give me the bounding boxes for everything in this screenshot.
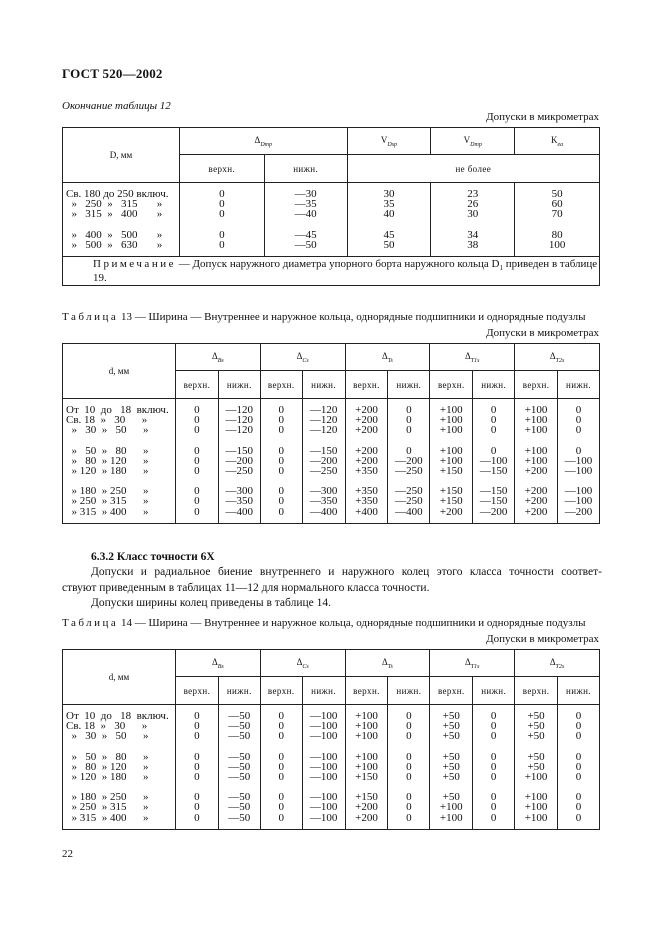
col-values [345,399,388,524]
table-cell: 0 [194,465,200,478]
table-cell: +150 [439,495,463,508]
table-cell: » 315 » 400 » [66,505,149,518]
table-cell: 0 [575,404,582,416]
table-cell: +100 [439,811,463,824]
table-cell: +350 [355,485,378,498]
section-heading: 6.3.2 Класс точности 6X [91,551,215,563]
header-upper: верхн. [260,371,302,399]
table-cell: +100 [439,444,463,457]
header-lower: нижн. [473,371,515,399]
table-cell: —100 [309,771,338,784]
table-cell: 0 [194,505,200,518]
header-delta-ts: $\Delta_{Ts}$ [345,650,430,677]
table-cell: —250 [395,495,423,508]
table-cell: 0 [278,811,284,824]
table-cell: 0 [575,760,582,773]
table-cell: —350 [309,495,338,508]
header-upper: верхн. [179,155,264,183]
table-cell: —120 [309,414,338,427]
table-cell: +100 [355,730,378,743]
col-values [473,705,515,830]
table-cell: 0 [194,414,200,427]
header-delta-cs: $\Delta_{Cs}$ [260,344,345,371]
table-cell: 0 [406,801,412,814]
table-cell: 0 [575,720,582,733]
table-cell: +150 [439,465,463,478]
col-values [388,399,430,524]
table-cell: —100 [564,485,593,498]
table-cell: +100 [524,444,548,457]
table-cell: » 50 » 80 » [66,444,149,457]
table-cell: 0 [194,771,200,784]
table-cell: —120 [225,404,254,416]
col-values [473,399,515,524]
table-cell: +100 [439,414,463,427]
table-cell: +200 [524,485,548,498]
page-number: 22 [62,848,73,860]
col-values [515,705,558,830]
table-cell: » 30 » 50 » [66,730,149,743]
col-values [430,399,473,524]
table-cell: 0 [194,710,200,722]
table-cell: 0 [194,750,200,763]
table-cell: » 315 » 400 » [66,811,149,824]
table-cell: —250 [395,465,423,478]
table-cell: +50 [527,730,545,743]
table-14 [62,649,600,830]
table-cell: От 10 до 18 включ. [66,710,169,722]
table-cell: —400 [225,505,254,518]
header-delta-bs: $\Delta_{Bs}$ [175,344,260,371]
header-lower: нижн. [558,371,600,399]
table-cell: 0 [490,720,497,733]
table-cell: +100 [524,811,548,824]
table-cell: 0 [406,791,412,804]
table-cell: » 250 » 315 » [66,801,149,814]
col-vdmp: 23 26 30 34 38 [431,183,515,257]
table-cell: +200 [355,454,378,467]
col-vdsp: 30 35 40 45 50 [347,183,431,257]
table-cell: +100 [524,801,548,814]
table-cell: 0 [490,444,497,457]
table-cell: —100 [309,720,338,733]
table-cell: +50 [527,760,545,773]
header-k-ea: $K_{ea}$ [515,128,600,155]
table-cell: 0 [490,801,497,814]
table-cell: +200 [355,424,378,437]
table-cell: +100 [439,801,463,814]
table-cell: 0 [575,730,582,743]
table-cell: +50 [442,720,460,733]
table-cell: —150 [225,444,254,457]
table-cell: 0 [194,720,200,733]
table-cell: —150 [479,495,508,508]
table-cell: 0 [278,760,284,773]
table-cell: —120 [309,404,338,416]
table-cell: 0 [406,444,412,457]
table-cell: » 180 » 250 » [66,485,149,498]
table-cell: 0 [194,730,200,743]
table-cell: +150 [355,771,378,784]
col-values [388,705,430,830]
header-lower: нижн. [264,155,347,183]
table-cell: Св. 18 » 30 » [66,414,148,427]
header-delta-bs: $\Delta_{Bs}$ [175,650,260,677]
table-cell: 0 [194,454,200,467]
section-body [62,565,602,612]
table-cell: 0 [278,485,284,498]
table-cell: 0 [575,414,582,427]
table-cell: +100 [355,750,378,763]
table-cell: 0 [490,730,497,743]
table-cell: 0 [278,454,284,467]
header-upper: верхн. [345,371,388,399]
table-cell: —250 [225,465,254,478]
table-cell: » 120 » 180 » [66,771,149,784]
table-cell: 0 [490,771,497,784]
table-cell: —150 [479,465,508,478]
table-cell: —250 [309,465,338,478]
col-values [175,705,218,830]
table12-caption: Окончание таблицы 12 [62,100,171,112]
table-cell: —100 [309,791,338,804]
header-upper: верхн. [175,371,218,399]
col-range [63,399,176,524]
header-upper: верхн. [430,371,473,399]
table-cell: 0 [490,404,497,416]
table-cell: 0 [575,771,582,784]
table-cell: —50 [228,791,251,804]
header-upper: верхн. [515,677,558,705]
col-lower: —30 —35 —40 —45 —50 [264,183,347,257]
table-cell: +400 [355,505,378,518]
table-cell: +200 [439,505,463,518]
table-cell: +50 [442,750,460,763]
table-cell: +200 [355,414,378,427]
table-cell: 0 [575,444,582,457]
table-cell: 0 [490,414,497,427]
header-d: d, мм [63,650,176,705]
col-values [302,705,345,830]
table-cell: » 50 » 80 » [66,750,149,763]
table-cell: +100 [355,710,378,722]
col-values [345,705,388,830]
table-cell: 0 [575,811,582,824]
table-cell: 0 [406,750,412,763]
header-v-dmp: $V_{Dmp}$ [431,128,515,155]
table-cell: —100 [309,801,338,814]
table-cell: 0 [575,750,582,763]
table-cell: 0 [194,791,200,804]
table-cell: Св. 18 » 30 » [66,720,148,733]
col-values [558,705,600,830]
table-cell: +100 [439,404,463,416]
table-cell: 0 [575,791,582,804]
table-cell: —100 [309,760,338,773]
col-values [260,705,302,830]
paragraph-line: Допуски ширины колец приведены в таблице 14. [91,597,331,609]
header-lower: нижн. [218,371,260,399]
table-cell: —250 [395,485,423,498]
table-cell: +100 [355,760,378,773]
table-cell: +100 [524,454,548,467]
table-cell: +100 [439,424,463,437]
col-kea: 50 60 70 80 100 [515,183,600,257]
header-upper: верхн. [515,371,558,399]
table-cell: 0 [406,710,412,722]
table-cell: —100 [564,454,593,467]
table-cell: 0 [575,424,582,437]
table-cell: +100 [524,791,548,804]
table-cell: » 250 » 315 » [66,495,149,508]
table-cell: 0 [278,495,284,508]
header-delta-dmp: $\Delta_{Dmp}$ [179,128,347,155]
col-values [218,705,260,830]
table-cell: +50 [442,771,460,784]
header-lower: нижн. [388,677,430,705]
table-cell: —200 [479,505,508,518]
table-cell: +50 [442,760,460,773]
table-cell: —120 [309,424,338,437]
table13-caption: Таблица 13 — Ширина — Внутреннее и наружное кольца, однорядные подшипники и однорядные подузлы [62,311,586,323]
table-cell: —200 [395,454,423,467]
table-13 [62,343,600,524]
table-cell: 0 [406,424,412,437]
table-cell: 0 [278,404,284,416]
table-cell: 0 [278,791,284,804]
paragraph-line: Допуски и радиальное биение внутреннего и наружного колец этого класса точности соответ- [91,566,602,578]
header-lower: нижн. [302,677,345,705]
table-cell: 0 [490,750,497,763]
header-upper: верхн. [175,677,218,705]
table13-body [63,399,600,524]
table-cell: +50 [442,710,460,722]
table-cell: —400 [309,505,338,518]
col-values [558,399,600,524]
table-cell: +50 [527,750,545,763]
table-cell: —200 [564,505,593,518]
table-cell: 0 [406,771,412,784]
table-cell: +150 [355,791,378,804]
table-cell: +50 [442,730,460,743]
table-cell: —50 [228,750,251,763]
table-cell: —300 [309,485,338,498]
table13-units: Допуски в микрометрах [486,327,599,339]
col-values [430,705,473,830]
table-cell: 0 [490,424,497,437]
header-delta-cs: $\Delta_{Cs}$ [260,650,345,677]
col-values [218,399,260,524]
table-cell: —100 [309,811,338,824]
col-values [302,399,345,524]
col-values [260,399,302,524]
table-cell: 0 [194,801,200,814]
table-cell: От 10 до 18 включ. [66,404,169,416]
table-cell: —200 [225,454,254,467]
table-cell: 0 [490,710,497,722]
header-d: d, мм [63,344,176,399]
table-cell: —150 [479,485,508,498]
table-cell: 0 [194,760,200,773]
table14-body [63,705,600,830]
table-cell: —50 [228,710,251,722]
table-cell: —50 [228,811,251,824]
header-delta-t2s: $\Delta_{T2s}$ [515,344,600,371]
table-cell: » 30 » 50 » [66,424,149,437]
table-cell: +100 [524,424,548,437]
header-delta-t1s: $\Delta_{T1s}$ [430,344,515,371]
table-cell: 0 [278,465,284,478]
table-cell: 0 [406,811,412,824]
table-cell: —50 [228,730,251,743]
table-cell: —300 [225,485,254,498]
table-cell: +200 [524,495,548,508]
header-v-dsp: $V_{Dsp}$ [347,128,431,155]
table-cell: 0 [406,720,412,733]
header-d: D, мм [63,128,180,183]
table-cell: —400 [395,505,423,518]
table-cell: 0 [278,505,284,518]
table-cell: 0 [278,750,284,763]
table-cell: +50 [527,720,545,733]
table-cell: —50 [228,771,251,784]
header-upper: верхн. [345,677,388,705]
table-cell: 0 [278,424,284,437]
header-upper: верхн. [260,677,302,705]
table-cell: +200 [355,811,378,824]
table-cell: 0 [575,710,582,722]
table-cell: +350 [355,465,378,478]
table-cell: +200 [524,505,548,518]
table-cell: +150 [439,485,463,498]
table-cell: —100 [564,495,593,508]
table-cell: +100 [439,454,463,467]
table-cell: +200 [524,465,548,478]
table14-units: Допуски в микрометрах [486,633,599,645]
table-cell: 0 [490,811,497,824]
table-cell: +200 [355,801,378,814]
table-cell: +200 [355,404,378,416]
table-cell: 0 [278,414,284,427]
header-delta-t1s: $\Delta_{T1s}$ [430,650,515,677]
table-cell: —100 [564,465,593,478]
table-cell: —150 [309,444,338,457]
table-cell: 0 [194,485,200,498]
table-cell: —120 [225,414,254,427]
col-upper: 0 0 0 0 0 [179,183,264,257]
table-cell: 0 [194,424,200,437]
table-cell: » 80 » 120 » [66,760,149,773]
header-delta-ts: $\Delta_{Ts}$ [345,344,430,371]
table-cell: —100 [309,710,338,722]
table-cell: +50 [527,710,545,722]
table-cell: +100 [524,771,548,784]
table-cell: —50 [228,760,251,773]
table-cell: 0 [575,801,582,814]
table-cell: —200 [309,454,338,467]
col-range [63,705,176,830]
table-cell: +100 [524,414,548,427]
header-lower: нижн. [218,677,260,705]
table-cell: +200 [355,444,378,457]
table-cell: 0 [406,414,412,427]
table-cell: » 180 » 250 » [66,791,149,804]
header-lower: нижн. [558,677,600,705]
header-lower: нижн. [302,371,345,399]
table-cell: +350 [355,495,378,508]
table-cell: —350 [225,495,254,508]
paragraph-line: ствуют приведенным в таблицах 11—12 для нормального класса точности. [62,581,430,594]
table-cell: 0 [490,760,497,773]
table12-note: Примечание — Допуск наружного диаметра упорного борта наружного кольца $D_1$ приведен в таблице 19. [63,257,600,286]
table-cell: 0 [406,404,412,416]
table-cell: 0 [406,730,412,743]
header-delta-t2s: $\Delta_{T2s}$ [515,650,600,677]
table-cell: —100 [309,750,338,763]
table-cell: 0 [406,760,412,773]
header-lower: нижн. [388,371,430,399]
table-cell: 0 [490,791,497,804]
table-cell: 0 [194,495,200,508]
table-12 [62,127,600,286]
header-upper: верхн. [430,677,473,705]
col-values [175,399,218,524]
table-cell: +100 [355,720,378,733]
table-cell: 0 [278,710,284,722]
table-cell: 0 [194,404,200,416]
header-not-more: не более [347,155,599,183]
table-cell: —120 [225,424,254,437]
table-cell: —50 [228,720,251,733]
table-cell: —100 [479,454,508,467]
table-cell: +50 [442,791,460,804]
table-cell: 0 [278,730,284,743]
table-cell: —100 [309,730,338,743]
col-values [515,399,558,524]
table-cell: 0 [278,720,284,733]
header-lower: нижн. [473,677,515,705]
table-cell: » 120 » 180 » [66,465,149,478]
table-cell: 0 [194,444,200,457]
table-cell: 0 [278,801,284,814]
table14-caption: Таблица 14 — Ширина — Внутреннее и наружное кольца, однорядные подшипники и однорядные подузлы [62,617,586,629]
table-cell: 0 [194,811,200,824]
col-range: Св. 180 до 250 включ. » 250 » 315 » » 315 » 400 » » 400 » 500 » » 500 » 630 » [63,183,180,257]
table-cell: +100 [524,404,548,416]
table12-units: Допуски в микрометрах [486,111,599,123]
document-title: ГОСТ 520—2002 [62,66,163,81]
table-cell: » 80 » 120 » [66,454,149,467]
table-cell: —50 [228,801,251,814]
table-cell: 0 [278,771,284,784]
table-cell: 0 [278,444,284,457]
